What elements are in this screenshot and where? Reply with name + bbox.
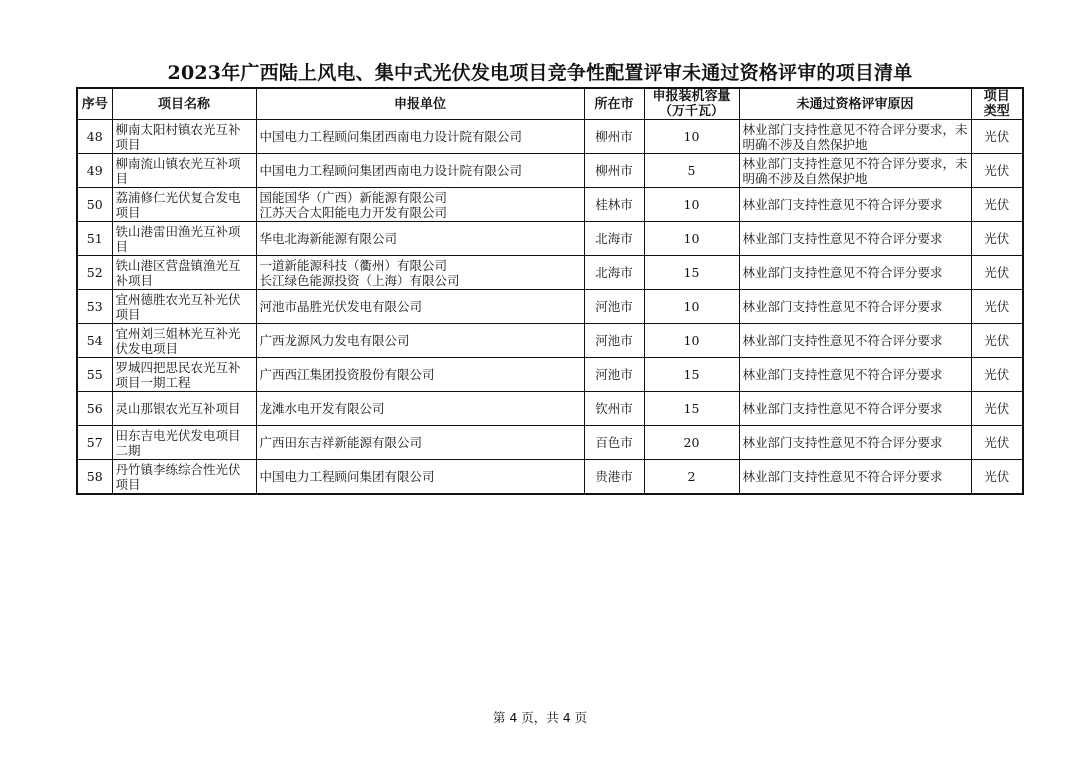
header-type-line1: 项目 xyxy=(983,89,1010,104)
row-city: 北海市 xyxy=(584,222,644,256)
row-type: 光伏 xyxy=(971,358,1023,392)
row-unit-line: 一道新能源科技（衢州）有限公司 xyxy=(259,257,448,273)
row-capacity: 10 xyxy=(644,120,739,154)
header-capacity xyxy=(644,88,739,120)
row-project-name: 铁山港雷田渔光互补项目 xyxy=(112,222,256,256)
row-seq: 49 xyxy=(77,154,112,188)
row-seq: 48 xyxy=(77,120,112,154)
row-project-name: 宜州刘三姐林光互补光伏发电项目 xyxy=(112,324,256,358)
row-city: 柳州市 xyxy=(584,154,644,188)
row-unit-line: 广西西江集团投资股份有限公司 xyxy=(259,367,435,382)
row-reason: 林业部门支持性意见不符合评分要求 xyxy=(739,324,971,358)
header-name: 项目名称 xyxy=(112,88,256,120)
project-table xyxy=(76,87,1024,495)
header-row xyxy=(77,88,1023,120)
row-project-name: 田东吉电光伏发电项目二期 xyxy=(112,426,256,460)
row-capacity: 2 xyxy=(644,460,739,495)
row-unit xyxy=(256,324,584,358)
row-reason: 林业部门支持性意见不符合评分要求 xyxy=(739,290,971,324)
row-seq: 53 xyxy=(77,290,112,324)
row-unit xyxy=(256,256,584,290)
row-project-name: 丹竹镇李练综合性光伏项目 xyxy=(112,460,256,495)
row-capacity: 15 xyxy=(644,358,739,392)
row-unit-line: 中国电力工程顾问集团西南电力设计院有限公司 xyxy=(259,163,523,178)
row-city: 河池市 xyxy=(584,358,644,392)
row-unit-line: 江苏天合太阳能电力开发有限公司 xyxy=(259,204,448,220)
header-capacity-line2: （万千瓦） xyxy=(658,104,724,119)
row-capacity: 10 xyxy=(644,222,739,256)
row-capacity: 20 xyxy=(644,426,739,460)
table-row xyxy=(77,460,1023,495)
row-type: 光伏 xyxy=(971,392,1023,426)
row-project-name: 荔浦修仁光伏复合发电项目 xyxy=(112,188,256,222)
header-capacity-line1: 申报装机容量 xyxy=(652,89,731,104)
row-unit-line: 中国电力工程顾问集团有限公司 xyxy=(259,469,435,484)
row-unit xyxy=(256,460,584,495)
header-type xyxy=(971,88,1023,120)
row-reason: 林业部门支持性意见不符合评分要求 xyxy=(739,222,971,256)
row-unit-line: 国能国华（广西）新能源有限公司 xyxy=(259,189,448,205)
row-reason: 林业部门支持性意见不符合评分要求 xyxy=(739,358,971,392)
row-unit xyxy=(256,426,584,460)
row-seq: 50 xyxy=(77,188,112,222)
row-type: 光伏 xyxy=(971,256,1023,290)
row-type: 光伏 xyxy=(971,222,1023,256)
row-project-name: 柳南太阳村镇农光互补项目 xyxy=(112,120,256,154)
row-reason: 林业部门支持性意见不符合评分要求，未明确不涉及自然保护地 xyxy=(739,120,971,154)
row-unit-line: 河池市晶胜光伏发电有限公司 xyxy=(259,299,423,314)
row-city: 河池市 xyxy=(584,290,644,324)
row-seq: 55 xyxy=(77,358,112,392)
row-unit-line: 长江绿色能源投资（上海）有限公司 xyxy=(259,272,460,288)
row-unit xyxy=(256,222,584,256)
row-unit-line: 广西田东吉祥新能源有限公司 xyxy=(259,435,423,450)
row-city: 钦州市 xyxy=(584,392,644,426)
row-project-name: 灵山那银农光互补项目 xyxy=(112,392,256,426)
row-capacity: 10 xyxy=(644,188,739,222)
row-capacity: 15 xyxy=(644,392,739,426)
table-row xyxy=(77,154,1023,188)
header-reason: 未通过资格评审原因 xyxy=(739,88,971,120)
row-reason: 林业部门支持性意见不符合评分要求 xyxy=(739,460,971,495)
row-capacity: 10 xyxy=(644,290,739,324)
row-unit-line: 龙滩水电开发有限公司 xyxy=(259,401,385,416)
table-row xyxy=(77,392,1023,426)
document-title: 2023年广西陆上风电、集中式光伏发电项目竞争性配置评审未通过资格评审的项目清单 xyxy=(167,62,913,84)
row-project-name: 罗城四把思民农光互补项目一期工程 xyxy=(112,358,256,392)
row-city: 百色市 xyxy=(584,426,644,460)
table-row xyxy=(77,358,1023,392)
row-type: 光伏 xyxy=(971,188,1023,222)
row-city: 贵港市 xyxy=(584,460,644,495)
row-capacity: 15 xyxy=(644,256,739,290)
row-unit-line: 中国电力工程顾问集团西南电力设计院有限公司 xyxy=(259,129,523,144)
row-project-name: 宜州德胜农光互补光伏项目 xyxy=(112,290,256,324)
row-unit-line: 广西龙源风力发电有限公司 xyxy=(259,333,410,348)
row-unit xyxy=(256,392,584,426)
table-row xyxy=(77,256,1023,290)
row-type: 光伏 xyxy=(971,154,1023,188)
row-city: 柳州市 xyxy=(584,120,644,154)
row-unit xyxy=(256,154,584,188)
row-unit xyxy=(256,120,584,154)
row-unit-line: 华电北海新能源有限公司 xyxy=(259,231,398,246)
row-unit xyxy=(256,290,584,324)
row-seq: 51 xyxy=(77,222,112,256)
header-unit: 申报单位 xyxy=(256,88,584,120)
row-type: 光伏 xyxy=(971,290,1023,324)
table-row xyxy=(77,120,1023,154)
row-capacity: 10 xyxy=(644,324,739,358)
table-row xyxy=(77,188,1023,222)
row-unit xyxy=(256,358,584,392)
row-type: 光伏 xyxy=(971,120,1023,154)
row-seq: 54 xyxy=(77,324,112,358)
table-row xyxy=(77,426,1023,460)
row-seq: 56 xyxy=(77,392,112,426)
row-reason: 林业部门支持性意见不符合评分要求 xyxy=(739,256,971,290)
header-type-line2: 类型 xyxy=(983,104,1010,119)
row-project-name: 柳南流山镇农光互补项目 xyxy=(112,154,256,188)
row-unit xyxy=(256,188,584,222)
row-reason: 林业部门支持性意见不符合评分要求 xyxy=(739,392,971,426)
table-row xyxy=(77,222,1023,256)
row-city: 河池市 xyxy=(584,324,644,358)
row-reason: 林业部门支持性意见不符合评分要求 xyxy=(739,188,971,222)
page-footer: 第 4 页，共 4 页 xyxy=(492,710,588,725)
row-type: 光伏 xyxy=(971,460,1023,495)
table-row xyxy=(77,324,1023,358)
row-reason: 林业部门支持性意见不符合评分要求，未明确不涉及自然保护地 xyxy=(739,154,971,188)
row-seq: 57 xyxy=(77,426,112,460)
row-seq: 58 xyxy=(77,460,112,495)
row-type: 光伏 xyxy=(971,324,1023,358)
row-type: 光伏 xyxy=(971,426,1023,460)
row-project-name: 铁山港区营盘镇渔光互补项目 xyxy=(112,256,256,290)
table-row xyxy=(77,290,1023,324)
row-city: 北海市 xyxy=(584,256,644,290)
header-seq: 序号 xyxy=(77,88,112,120)
row-reason: 林业部门支持性意见不符合评分要求 xyxy=(739,426,971,460)
row-seq: 52 xyxy=(77,256,112,290)
row-city: 桂林市 xyxy=(584,188,644,222)
header-city: 所在市 xyxy=(584,88,644,120)
row-capacity: 5 xyxy=(644,154,739,188)
